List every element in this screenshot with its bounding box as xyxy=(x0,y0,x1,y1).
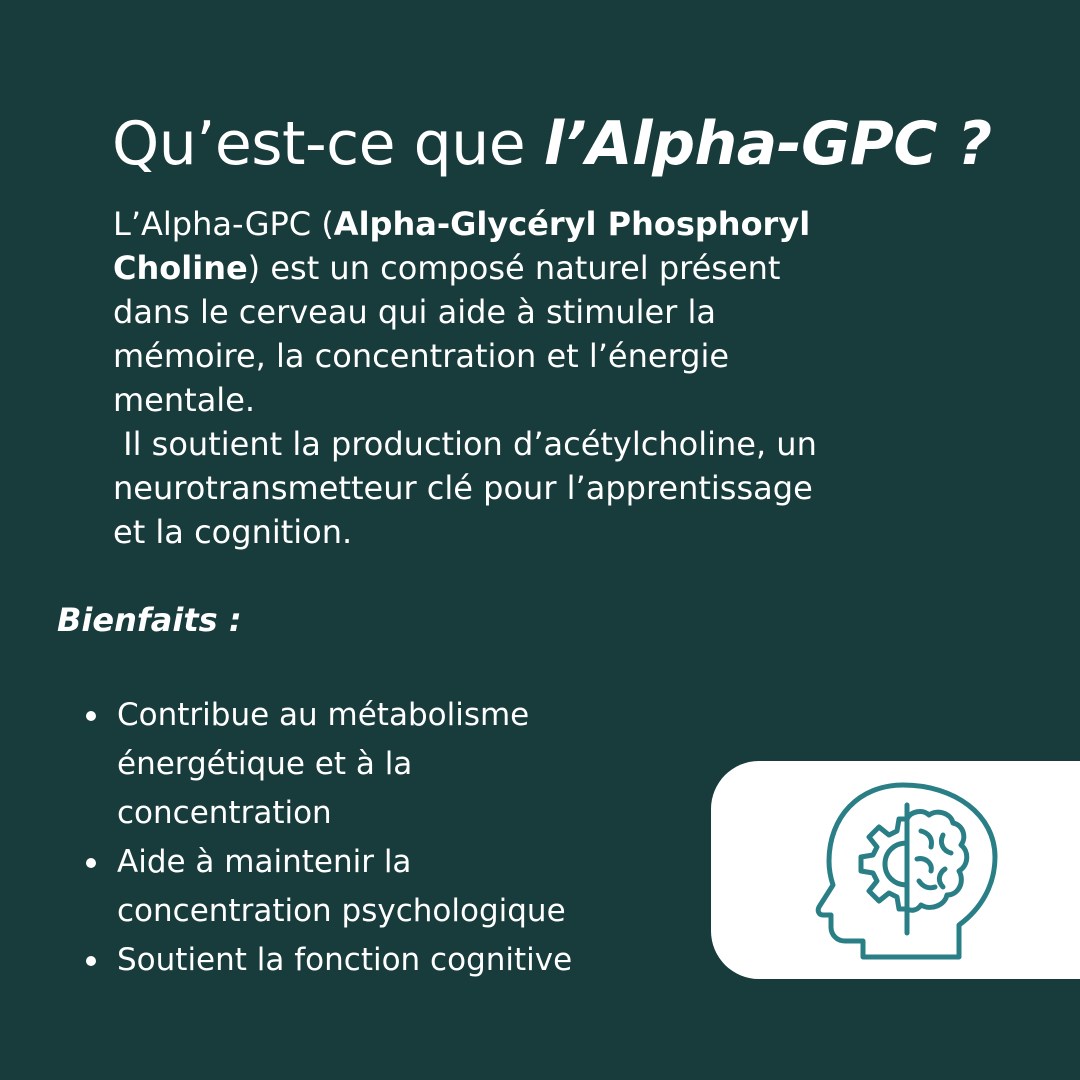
list-item-line: concentration xyxy=(117,795,332,831)
bullet-dot xyxy=(86,858,96,868)
title-emphasis: l’Alpha-GPC ? xyxy=(543,109,992,179)
list-item-line: Aide à maintenir la xyxy=(117,844,412,880)
intro-line-4: mémoire, la concentration et l’énergie xyxy=(113,337,730,375)
bullet-dot xyxy=(86,956,96,966)
list-item xyxy=(117,838,677,936)
list-item xyxy=(117,936,677,985)
list-item-line: énergétique et à la xyxy=(117,746,413,782)
intro-line-3: dans le cerveau qui aide à stimuler la xyxy=(113,293,716,331)
intro-line-2-text: ) est un composé naturel présent xyxy=(247,249,781,287)
intro-line-5: mentale. xyxy=(113,381,256,419)
list-item xyxy=(117,691,677,838)
benefits-heading: Bienfaits : xyxy=(57,601,242,639)
bullet-dot xyxy=(86,711,96,721)
intro-line-7: neurotransmetteur clé pour l’apprentissage xyxy=(113,469,813,507)
intro-line-8: et la cognition. xyxy=(113,513,353,551)
intro-line-1 xyxy=(113,202,973,246)
page-title xyxy=(112,104,992,184)
intro-line-2-bold: Choline xyxy=(113,249,248,287)
list-item-line: Soutient la fonction cognitive xyxy=(117,942,573,978)
icon-card xyxy=(711,761,1080,979)
intro-line-6: Il soutient la production d’acétylcholine, un xyxy=(113,425,817,463)
list-item-line: concentration psychologique xyxy=(117,893,566,929)
intro-line-2 xyxy=(113,246,973,290)
list-item-line: Contribue au métabolisme xyxy=(117,697,530,733)
brain-gear-head-icon xyxy=(811,775,1001,965)
intro-line-1-bold: Alpha-Glycéryl Phosphoryl xyxy=(333,205,811,243)
intro-line-1-text: L’Alpha-GPC ( xyxy=(113,205,334,243)
benefits-list xyxy=(117,691,677,985)
intro-paragraph xyxy=(113,202,973,554)
title-prefix: Qu’est-ce que xyxy=(112,109,544,179)
